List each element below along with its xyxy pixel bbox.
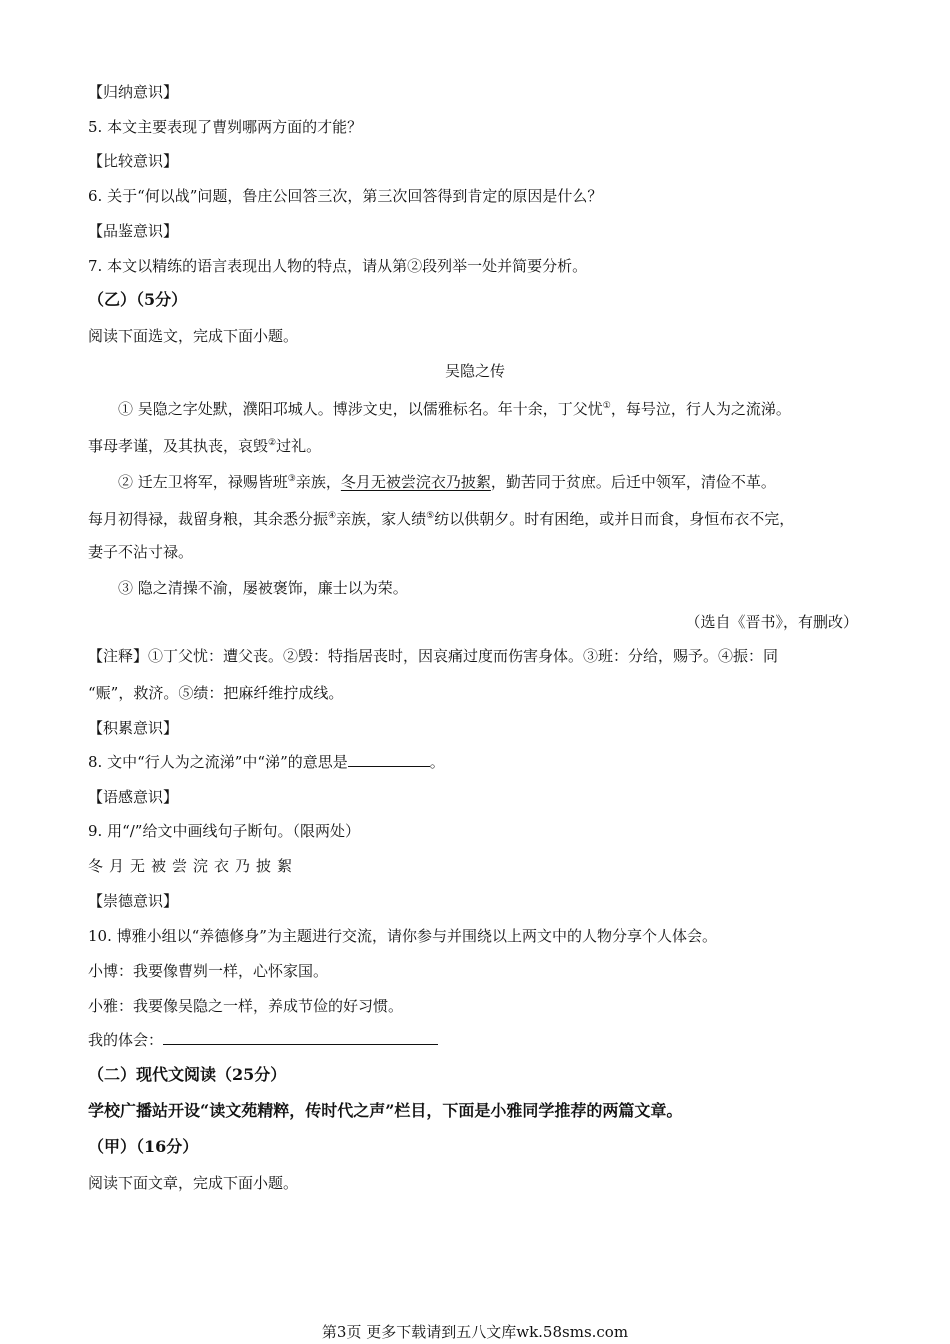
question-10: 10. 博雅小组以“养德修身”为主题进行交流，请你参与并围绕以上两文中的人物分享个人体会。: [88, 927, 717, 945]
jia-instruction: 阅读下面文章，完成下面小题。: [88, 1174, 299, 1192]
passage-paragraph-2-line-1: ② 迁左卫将军，禄赐皆班③亲族，冬月无被尝浣衣乃披絮，勤苦同于贫庶。后迁中领军，清俭不革。: [118, 473, 776, 491]
passage-paragraph-2-line-2: 每月初得禄，裁留身粮，其余悉分振④亲族，家人绩⑤纺以供朝夕。时有困绝，或并日而食，身恒布衣不完，: [88, 510, 795, 528]
footnote-marker: ②: [268, 438, 277, 448]
question-8: 8. 文中“行人为之流涕”中“涕”的意思是 。: [88, 753, 445, 771]
passage-paragraph-3: ③ 隐之清操不渝，屡被褒饰，廉士以为荣。: [118, 579, 408, 597]
answer-blank[interactable]: [348, 752, 430, 767]
section-label-pinjian: 【品鉴意识】: [88, 222, 179, 240]
source-citation: （选自《晋书》，有删改）: [685, 613, 858, 631]
question-9-sentence: 冬月无被尝浣衣乃披絮: [88, 857, 299, 875]
section-label-bijiao: 【比较意识】: [88, 152, 179, 170]
passage-paragraph-1-line-2: 事母孝谨，及其执丧，哀毁②过礼。: [88, 437, 322, 455]
passage-paragraph-2-line-3: 妻子不沾寸禄。: [88, 543, 194, 561]
question-9: 9. 用“/”给文中画线句子断句。（限两处）: [88, 822, 360, 840]
footnote-marker: ⑤: [426, 511, 435, 521]
question-6: 6. 关于“何以战”问题，鲁庄公回答三次，第三次回答得到肯定的原因是什么？: [88, 187, 603, 205]
passage-paragraph-1-line-1: ① 吴隐之字处默，濮阳邛城人。博涉文史，以儒雅标名。年十余，丁父忧①，每号泣，行人为之流涕。: [118, 400, 791, 418]
footnote-marker: ①: [602, 401, 611, 411]
footnote-marker: ④: [328, 511, 337, 521]
part2-header: （二）现代文阅读（25分）: [88, 1065, 287, 1084]
notes-line-2: “赈”，救济。⑤绩：把麻纤维拧成线。: [88, 684, 344, 702]
notes-line-1: 【注释】①丁父忧：遭父丧。②毁：特指居丧时，因哀痛过度而伤害身体。③班：分给，赐予。④振：同: [88, 647, 779, 665]
underlined-sentence: 冬月无被尝浣衣乃披絮: [340, 473, 491, 491]
passage-title: 吴隐之传: [444, 362, 505, 380]
question-7: 7. 本文以精练的语言表现出人物的特点，请从第②段列举一处并简要分析。: [88, 257, 588, 275]
my-feeling-line: 我的体会：: [88, 1030, 438, 1050]
yi-instruction: 阅读下面选文，完成下面小题。: [88, 327, 299, 345]
xiaobo-line: 小博：我要像曹刿一样，心怀家国。: [88, 962, 329, 980]
jia-header: （甲）（16分）: [88, 1137, 199, 1156]
part2-intro: 学校广播站开设“读文苑精粹，传时代之声”栏目，下面是小雅同学推荐的两篇文章。: [88, 1101, 683, 1120]
question-5: 5. 本文主要表现了曹刿哪两方面的才能？: [88, 118, 363, 136]
section-label-chongde: 【崇德意识】: [88, 892, 179, 910]
section-label-jilei: 【积累意识】: [88, 719, 179, 737]
yi-header: （乙）（5分）: [88, 290, 188, 309]
footnote-marker: ③: [287, 474, 296, 484]
page-footer: 第3页 更多下载请到五八文库wk.58sms.com: [321, 1323, 629, 1341]
section-label-yugan: 【语感意识】: [88, 788, 179, 806]
section-label-guina: 【归纳意识】: [88, 83, 179, 101]
xiaoya-line: 小雅：我要像吴隐之一样，养成节俭的好习惯。: [88, 997, 404, 1015]
answer-blank-long[interactable]: [163, 1030, 438, 1045]
